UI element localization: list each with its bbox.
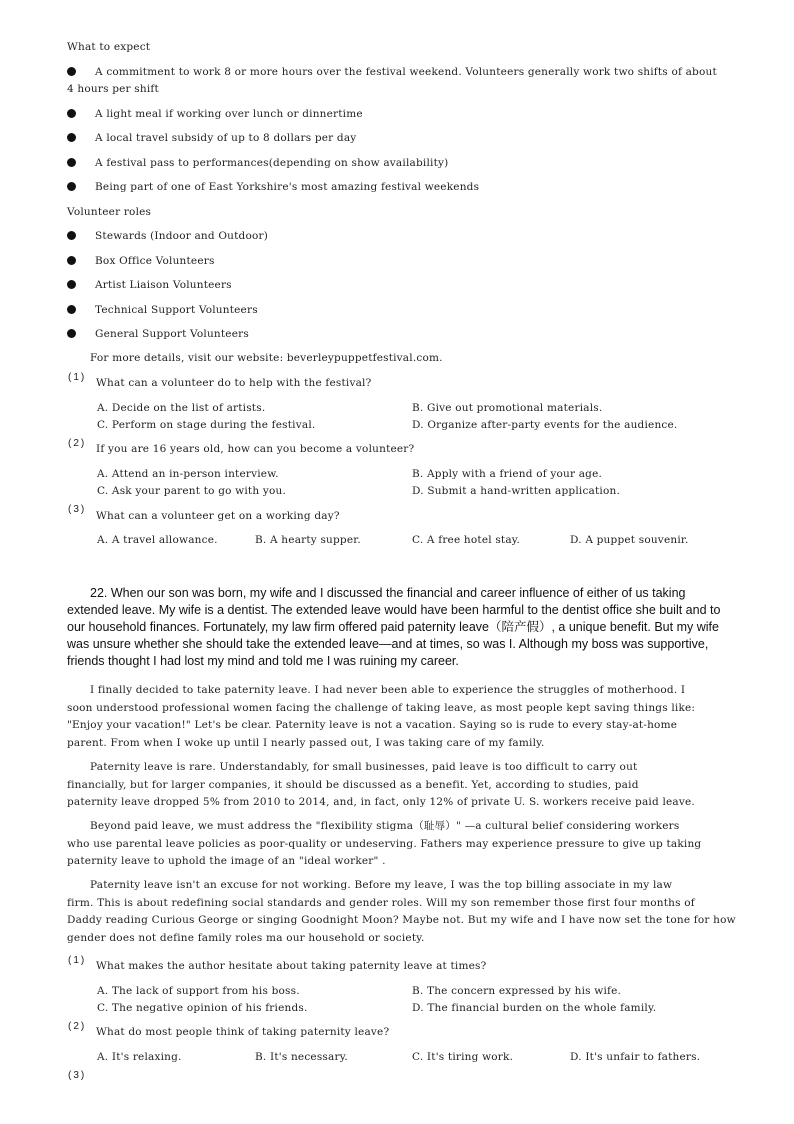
option-d: D. A puppet souvenir.	[570, 534, 689, 546]
section-heading-volunteer-roles: Volunteer roles	[67, 206, 152, 218]
bullet-icon	[67, 280, 76, 289]
option-b: B. Give out promotional materials.	[412, 402, 603, 414]
option-b: B. The concern expressed by his wife.	[412, 985, 622, 997]
passage-paragraph: Paternity leave isn't an excuse for not working. Before my leave, I was the top billing associate in my law firm. This is about redefining social standards and gender roles. Will my son remember those first four months of Daddy reading Curious George or singing Goodnight Moon? Maybe not. But my wife and I have now set the tone for how gender does not define family roles ma our household or society.	[67, 879, 736, 944]
option-a: A. Attend an in-person interview.	[97, 468, 279, 480]
option-b: B. A hearty supper.	[255, 534, 361, 546]
more-details-text: For more details, visit our website: beverleypuppetfestival.com.	[90, 352, 443, 364]
bullet-icon	[67, 329, 76, 338]
question-text: What can a volunteer get on a working day?	[96, 510, 340, 522]
bullet-icon	[67, 67, 76, 76]
question-number: (3)	[68, 504, 87, 515]
option-d: D. The financial burden on the whole family.	[412, 1002, 657, 1014]
list-item-continuation: 4 hours per shift	[67, 83, 159, 95]
option-d: D. Submit a hand-written application.	[412, 485, 620, 497]
option-a: A. Decide on the list of artists.	[97, 402, 266, 414]
bullet-icon	[67, 109, 76, 118]
question-number: (2)	[68, 1021, 87, 1032]
question-number: (1)	[68, 372, 87, 383]
passage-paragraph: I finally decided to take paternity leave. I had never been able to experience the struggles of motherhood. I soon understood professional women facing the challenge of taking leave, as most people kept saving things like: "Enjoy your vacation!" Let's be clear. Paternity leave is not a vacation. Saying so is rude to every stay-at-home parent. From when I woke up until I nearly passed out, I was taking care of my family.	[67, 684, 696, 749]
question-text: What do most people think of taking paternity leave?	[96, 1026, 390, 1038]
passage-intro: 22. When our son was born, my wife and I discussed the financial and career influence of either of us taking extended leave. My wife is a dentist. The extended leave would have been harmful to the dentist office she built and to our household finances. Fortunately, my law firm offered paid paternity leave（陪产假）, a unique benefit. But my wife was unsure whether she should take the extended leave—and at times, so was I. Although my boss was supportive, friends thought I had lost my mind and told me I was ruining my career.	[67, 586, 721, 668]
question-number: (3)	[68, 1070, 87, 1081]
bullet-icon	[67, 231, 76, 240]
option-a: A. The lack of support from his boss.	[97, 985, 300, 997]
section-heading-what-to-expect: What to expect	[67, 41, 151, 53]
question-text: What makes the author hesitate about taking paternity leave at times?	[96, 960, 487, 972]
option-c: C. A free hotel stay.	[412, 534, 521, 546]
bullet-icon	[67, 305, 76, 314]
option-c: C. It's tiring work.	[412, 1051, 514, 1063]
question-text: If you are 16 years old, how can you become a volunteer?	[96, 443, 415, 455]
bullet-icon	[67, 158, 76, 167]
passage-paragraph: Paternity leave is rare. Understandably, for small businesses, paid leave is too difficult to carry out financially, but for larger companies, it should be discussed as a benefit. Yet, according to studies, paid paternity leave dropped 5% from 2010 to 2014, and, in fact, only 12% of private U. S. workers receive paid leave.	[67, 761, 695, 808]
bullet-icon	[67, 256, 76, 265]
bullet-icon	[67, 182, 76, 191]
question-number: (2)	[68, 438, 87, 449]
option-c: C. Ask your parent to go with you.	[97, 485, 286, 497]
option-c: C. The negative opinion of his friends.	[97, 1002, 308, 1014]
option-a: A. It's relaxing.	[97, 1051, 182, 1063]
option-b: B. Apply with a friend of your age.	[412, 468, 603, 480]
option-d: D. It's unfair to fathers.	[570, 1051, 701, 1063]
option-d: D. Organize after-party events for the audience.	[412, 419, 678, 431]
bullet-icon	[67, 133, 76, 142]
option-a: A. A travel allowance.	[97, 534, 218, 546]
question-text: What can a volunteer do to help with the festival?	[96, 377, 372, 389]
option-b: B. It's necessary.	[255, 1051, 348, 1063]
passage-paragraph: Beyond paid leave, we must address the "flexibility stigma（耻辱）" —a cultural belief considering workers who use parental leave policies as poor-quality or undeserving. Fathers may experience pressure to give up taking paternity leave to uphold the image of an "ideal worker" .	[67, 820, 702, 867]
question-number: (1)	[68, 955, 87, 966]
option-c: C. Perform on stage during the festival.	[97, 419, 316, 431]
